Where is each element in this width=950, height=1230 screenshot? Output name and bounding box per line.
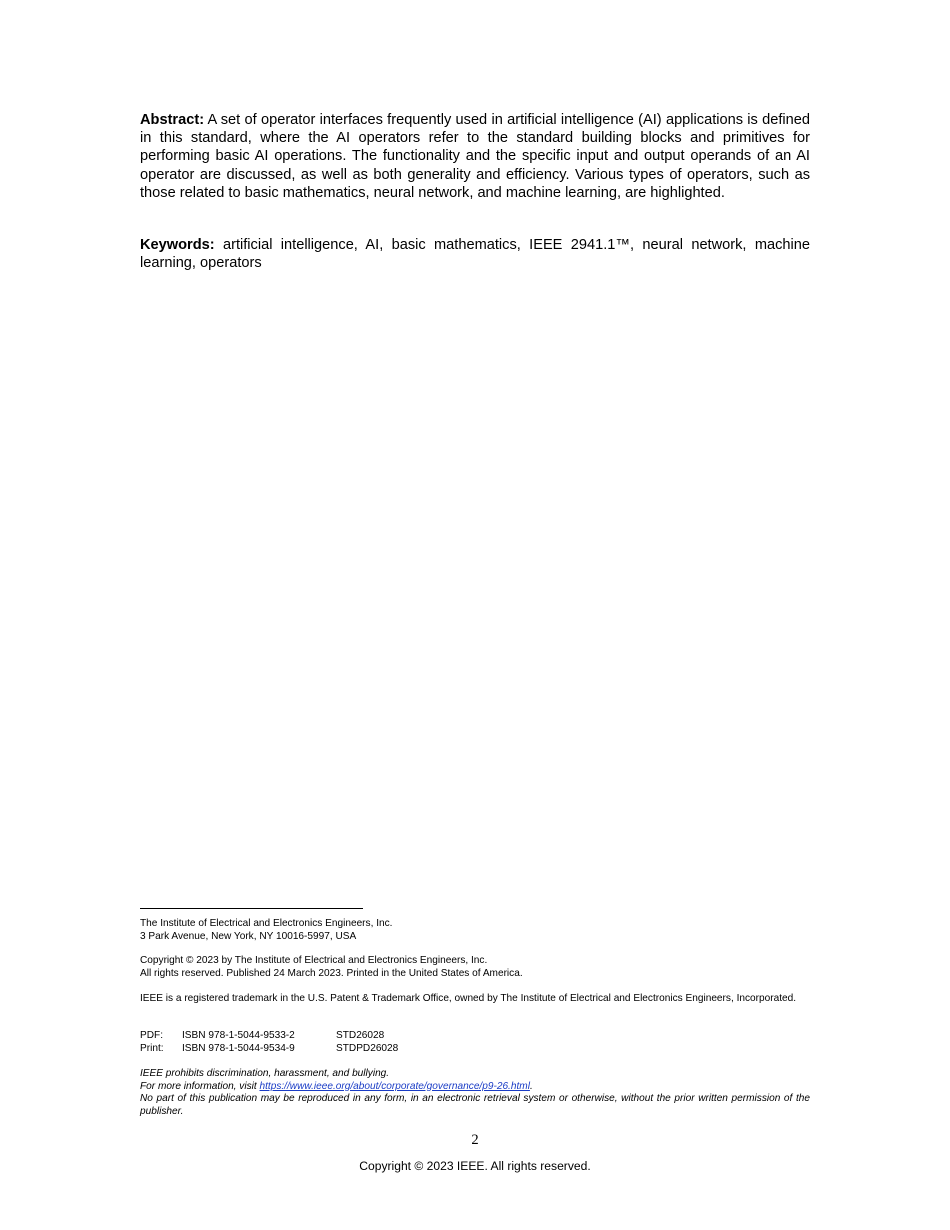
abstract-label: Abstract: (140, 112, 205, 128)
trademark-notice: IEEE is a registered trademark in the U.S. Patent & Trademark Office, owned by The Institute of Electrical and Electronics Engineers, Incorporated. (140, 993, 797, 1004)
isbn-row-print (140, 1043, 398, 1056)
abstract-paragraph (140, 111, 810, 202)
keywords-label: Keywords: (140, 237, 215, 253)
isbn-code: STD26028 (336, 1030, 385, 1041)
copyright-line: Copyright © 2023 by The Institute of Electrical and Electronics Engineers, Inc. (140, 955, 488, 966)
page-number: 2 (471, 1132, 479, 1148)
isbn-row-pdf (140, 1030, 398, 1043)
isbn-block (140, 1030, 398, 1055)
discrimination-notice: IEEE prohibits discrimination, harassment, and bullying. (140, 1068, 390, 1079)
keywords-paragraph (140, 236, 810, 272)
copyright-block (140, 955, 523, 980)
footer-copyright: Copyright © 2023 IEEE. All rights reserved. (359, 1159, 591, 1173)
governance-link[interactable]: https://www.ieee.org/about/corporate/governance/p9-26.html (259, 1080, 530, 1092)
more-info-prefix: For more information, visit (140, 1080, 260, 1092)
publisher-address: 3 Park Avenue, New York, NY 10016-5997, USA (140, 930, 357, 942)
reproduction-notice: No part of this publication may be reproduced in any form, in an electronic retrieval system or otherwise, without the prior written permission of the publisher. (140, 1093, 810, 1117)
legal-notice (140, 1068, 810, 1118)
publisher-block (140, 918, 392, 943)
publisher-name: The Institute of Electrical and Electronics Engineers, Inc. (140, 918, 393, 929)
more-info-line (140, 1081, 810, 1094)
abstract-text: A set of operator interfaces frequently used in artificial intelligence (AI) applications is defined in this standard, where the AI operators refer to the standard building blocks and primitives for performing basic AI operations. The functionality and the specific input and output operands of an AI operator are discussed, as well as both generality and efficiency. Various types of operators, such as those related to basic mathematics, neural network, and machine learning, are highlighted. (140, 112, 811, 201)
isbn-format: PDF: (140, 1030, 163, 1041)
keywords-text: artificial intelligence, AI, basic mathematics, IEEE 2941.1™, neural network, machine learning, operators (140, 237, 810, 272)
isbn-code: STDPD26028 (336, 1042, 399, 1054)
footnote-divider (140, 908, 363, 909)
isbn-number: ISBN 978-1-5044-9533-2 (182, 1030, 295, 1041)
isbn-format: Print: (140, 1042, 164, 1054)
more-info-suffix: . (529, 1080, 533, 1092)
rights-line: All rights reserved. Published 24 March 2023. Printed in the United States of America. (140, 967, 523, 979)
isbn-number: ISBN 978-1-5044-9534-9 (182, 1042, 295, 1054)
